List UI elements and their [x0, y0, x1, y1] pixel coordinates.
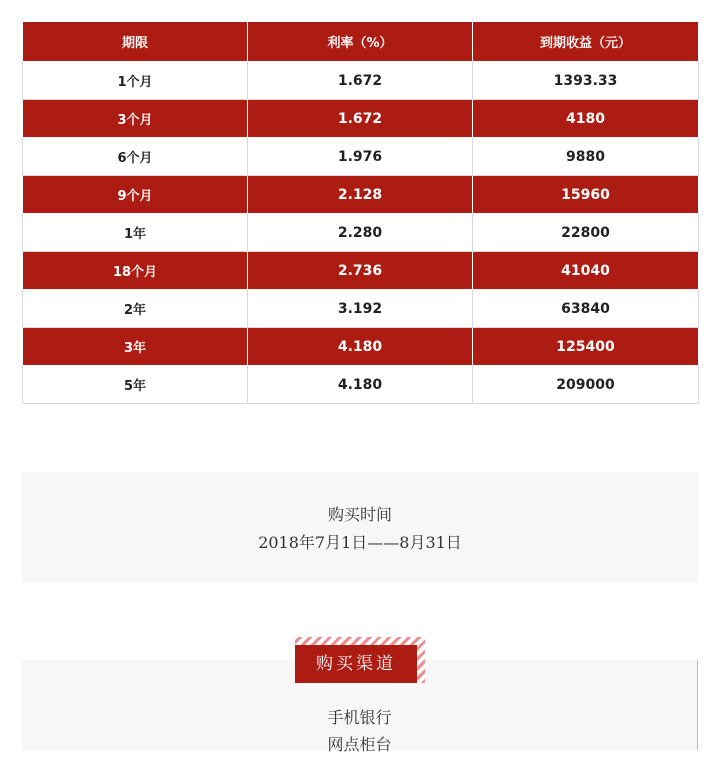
header-rate: 利率（%） — [248, 22, 473, 62]
rate-cell: 2.128 — [248, 176, 473, 214]
rate-cell: 2.736 — [248, 252, 473, 290]
term-cell: 6个月 — [23, 138, 248, 176]
purchase-time-panel — [22, 472, 698, 582]
table-row — [23, 100, 699, 138]
table-row — [23, 62, 699, 100]
term-cell: 3年 — [23, 328, 248, 366]
rate-cell: 1.672 — [248, 62, 473, 100]
term-cell: 1个月 — [23, 62, 248, 100]
purchase-time-title: 购买时间 — [327, 505, 392, 524]
table-row — [23, 176, 699, 214]
income-cell: 22800 — [473, 214, 699, 252]
header-income: 到期收益（元） — [473, 22, 699, 62]
term-cell: 3个月 — [23, 100, 248, 138]
table-row — [23, 366, 699, 404]
rate-cell: 4.180 — [248, 328, 473, 366]
rate-cell: 1.976 — [248, 138, 473, 176]
income-cell: 9880 — [473, 138, 699, 176]
channel-item-mobile-banking: 手机银行 — [327, 708, 392, 727]
term-cell: 9个月 — [23, 176, 248, 214]
rate-cell: 4.180 — [248, 366, 473, 404]
term-cell: 2年 — [23, 290, 248, 328]
income-cell: 4180 — [473, 100, 699, 138]
term-cell: 18个月 — [23, 252, 248, 290]
rate-table — [22, 21, 699, 404]
term-cell: 1年 — [23, 214, 248, 252]
purchase-time-range: 2018年7月1日——8月31日 — [258, 533, 462, 552]
header-term: 期限 — [23, 22, 248, 62]
term-cell: 5年 — [23, 366, 248, 404]
table-row — [23, 138, 699, 176]
income-cell: 209000 — [473, 366, 699, 404]
rate-cell: 1.672 — [248, 100, 473, 138]
income-cell: 1393.33 — [473, 62, 699, 100]
rate-cell: 3.192 — [248, 290, 473, 328]
income-cell: 125400 — [473, 328, 699, 366]
channel-tag-stripes — [295, 637, 425, 683]
table-row — [23, 214, 699, 252]
income-cell: 63840 — [473, 290, 699, 328]
table-row — [23, 328, 699, 366]
income-cell: 15960 — [473, 176, 699, 214]
purchase-channel-title: 购买渠道 — [295, 645, 417, 683]
table-row — [23, 290, 699, 328]
table-header-row — [23, 22, 699, 62]
rate-cell: 2.280 — [248, 214, 473, 252]
channel-item-branch-counter: 网点柜台 — [327, 735, 392, 754]
income-cell: 41040 — [473, 252, 699, 290]
table-row — [23, 252, 699, 290]
